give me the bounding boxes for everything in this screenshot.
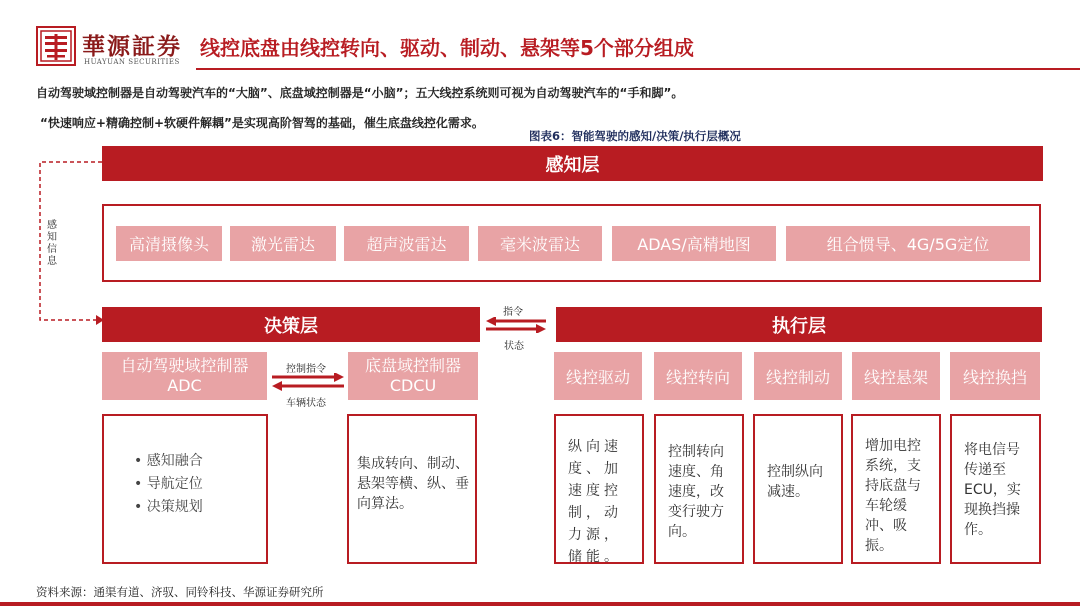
exec-description: 纵向速度、加速度控制，动力源，储能。 <box>568 439 622 565</box>
adc-function-item: • 感知融合 <box>134 453 203 469</box>
exec-desc-box <box>851 414 941 564</box>
sensor-item: ADAS/高精地图 <box>612 226 776 261</box>
exec-desc-box <box>654 414 744 564</box>
header-divider <box>196 68 1080 70</box>
exec-item-shifting: 线控换挡 <box>950 352 1040 400</box>
sensor-item: 超声波雷达 <box>344 226 469 261</box>
vehicle-status-label: 车辆状态 <box>286 398 326 409</box>
exec-item-suspension: 线控悬架 <box>852 352 940 400</box>
adc-functions-box <box>102 414 268 564</box>
adc-function-item: • 决策规划 <box>134 499 203 515</box>
controller-arrows-icon <box>272 373 344 391</box>
brand-name-cn: 華源証券 <box>82 33 182 60</box>
exec-desc-box <box>554 414 644 564</box>
execution-layer-title: 执行层 <box>556 307 1042 342</box>
source-note: 资料来源：通渠有道、济驭、同铃科技、华源证券研究所 <box>36 585 324 599</box>
adc-controller <box>102 352 267 400</box>
brand-name-en: HUAYUAN SECURITIES <box>84 58 180 66</box>
exec-item-drive: 线控驱动 <box>554 352 642 400</box>
sensor-item: 组合惯导、4G/5G定位 <box>786 226 1030 261</box>
cdcu-abbr: CDCU <box>389 376 437 395</box>
sensor-item: 毫米波雷达 <box>478 226 602 261</box>
brand-logo <box>36 26 76 66</box>
cdcu-description-box <box>347 414 477 564</box>
page-title: 线控底盘由线控转向、驱动、制动、悬架等5个部分组成 <box>200 36 694 60</box>
exec-description: 将电信号传递至ECU，实现换挡操作。 <box>964 442 1021 538</box>
summary-line-1: 自动驾驶域控制器是自动驾驶汽车的“大脑”、底盘域控制器是“小脑”；五大线控系统则可视为自动驾驶汽车的“手和脚”。 <box>36 86 684 100</box>
exec-description: 控制纵向减速。 <box>767 464 823 500</box>
exec-desc-box <box>950 414 1041 564</box>
sensor-item: 激光雷达 <box>230 226 336 261</box>
exec-desc-box <box>753 414 843 564</box>
cdcu-name: 底盘域控制器 <box>364 356 461 375</box>
command-label: 指令 <box>503 307 523 318</box>
status-label: 状态 <box>504 341 524 352</box>
figure-caption: 图表6：智能驾驶的感知/决策/执行层概况 <box>529 129 741 143</box>
exec-item-braking: 线控制动 <box>754 352 842 400</box>
adc-name: 自动驾驶域控制器 <box>120 356 249 375</box>
footer-divider <box>0 602 1080 606</box>
feedback-label: 感知信息 <box>47 220 57 267</box>
bidirectional-arrow-icon <box>486 317 546 333</box>
control-command-label: 控制指令 <box>286 364 326 375</box>
summary-line-2: “快速响应+精确控制+软硬件解耦”是实现高阶智驾的基础，催生底盘线控化需求。 <box>40 116 484 130</box>
sensor-item: 高清摄像头 <box>116 226 222 261</box>
exec-description: 增加电控系统，支持底盘与车轮缓冲、吸振。 <box>865 438 921 554</box>
cdcu-controller <box>348 352 478 400</box>
exec-description: 控制转向速度、角速度，改变行驶方向。 <box>668 444 724 540</box>
exec-item-steering: 线控转向 <box>654 352 742 400</box>
decision-layer-title: 决策层 <box>102 307 480 342</box>
cdcu-description: 集成转向、制动、悬架等横、纵、垂向算法。 <box>357 456 469 512</box>
perception-layer-title: 感知层 <box>102 146 1043 181</box>
adc-abbr: ADC <box>167 376 202 395</box>
adc-function-item: • 导航定位 <box>134 476 203 492</box>
